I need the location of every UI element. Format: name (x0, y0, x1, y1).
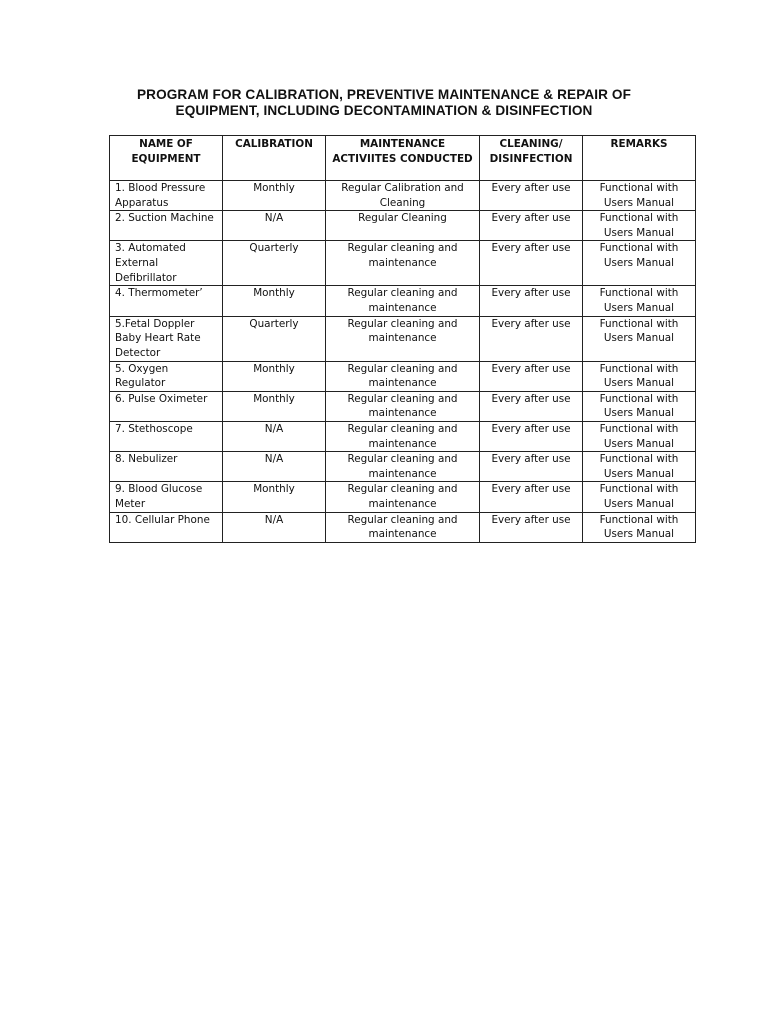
cell-remarks: Functional with Users Manual (583, 391, 696, 421)
cell-calibration: Monthly (223, 286, 326, 316)
cell-cleaning: Every after use (480, 286, 583, 316)
cell-equipment-name: 8. Nebulizer (110, 452, 223, 482)
cell-calibration: N/A (223, 452, 326, 482)
cell-cleaning: Every after use (480, 361, 583, 391)
cell-equipment-name: 2. Suction Machine (110, 211, 223, 241)
cell-maintenance: Regular cleaning and maintenance (326, 316, 480, 361)
header-maintenance-activities: MAINTENANCE ACTIVIITES CONDUCTED (326, 136, 480, 181)
cell-maintenance: Regular cleaning and maintenance (326, 482, 480, 512)
table-row (110, 391, 696, 421)
document-title (0, 87, 768, 119)
cell-calibration: Monthly (223, 482, 326, 512)
equipment-table (109, 135, 696, 543)
cell-calibration: Quarterly (223, 316, 326, 361)
cell-calibration: N/A (223, 421, 326, 451)
cell-equipment-name: 5.Fetal Doppler Baby Heart Rate Detector (110, 316, 223, 361)
table-row (110, 316, 696, 361)
cell-maintenance: Regular cleaning and maintenance (326, 512, 480, 542)
table-row (110, 361, 696, 391)
cell-calibration: Monthly (223, 391, 326, 421)
cell-remarks: Functional with Users Manual (583, 452, 696, 482)
header-calibration: CALIBRATION (223, 136, 326, 181)
cell-cleaning: Every after use (480, 512, 583, 542)
cell-maintenance: Regular cleaning and maintenance (326, 241, 480, 286)
cell-cleaning: Every after use (480, 391, 583, 421)
cell-maintenance: Regular cleaning and maintenance (326, 452, 480, 482)
cell-cleaning: Every after use (480, 241, 583, 286)
document-title-line-2: EQUIPMENT, INCLUDING DECONTAMINATION & DISINFECTION (175, 103, 593, 118)
table-row (110, 482, 696, 512)
table-row (110, 211, 696, 241)
cell-cleaning: Every after use (480, 211, 583, 241)
cell-remarks: Functional with Users Manual (583, 421, 696, 451)
cell-maintenance: Regular Cleaning (326, 211, 480, 241)
cell-equipment-name: 3. Automated External Defibrillator (110, 241, 223, 286)
cell-remarks: Functional with Users Manual (583, 181, 696, 211)
cell-maintenance: Regular cleaning and maintenance (326, 391, 480, 421)
cell-equipment-name: 10. Cellular Phone (110, 512, 223, 542)
cell-remarks: Functional with Users Manual (583, 361, 696, 391)
cell-maintenance: Regular cleaning and maintenance (326, 286, 480, 316)
cell-equipment-name: 1. Blood Pressure Apparatus (110, 181, 223, 211)
cell-calibration: N/A (223, 512, 326, 542)
header-remarks: REMARKS (583, 136, 696, 181)
table-row (110, 512, 696, 542)
cell-remarks: Functional with Users Manual (583, 211, 696, 241)
table-header-row (110, 136, 696, 181)
document-title-line-1: PROGRAM FOR CALIBRATION, PREVENTIVE MAINTENANCE & REPAIR OF (136, 87, 632, 102)
cell-calibration: Monthly (223, 361, 326, 391)
cell-maintenance: Regular Calibration and Cleaning (326, 181, 480, 211)
cell-cleaning: Every after use (480, 181, 583, 211)
cell-equipment-name: 4. Thermometer’ (110, 286, 223, 316)
cell-maintenance: Regular cleaning and maintenance (326, 361, 480, 391)
cell-cleaning: Every after use (480, 482, 583, 512)
cell-calibration: N/A (223, 211, 326, 241)
cell-equipment-name: 9. Blood Glucose Meter (110, 482, 223, 512)
cell-remarks: Functional with Users Manual (583, 316, 696, 361)
table-row (110, 452, 696, 482)
cell-cleaning: Every after use (480, 316, 583, 361)
cell-remarks: Functional with Users Manual (583, 241, 696, 286)
cell-remarks: Functional with Users Manual (583, 512, 696, 542)
header-name-of-equipment: NAME OF EQUIPMENT (110, 136, 223, 181)
cell-cleaning: Every after use (480, 452, 583, 482)
table-row (110, 241, 696, 286)
header-cleaning-disinfection: CLEANING/ DISINFECTION (480, 136, 583, 181)
cell-equipment-name: 6. Pulse Oximeter (110, 391, 223, 421)
cell-calibration: Quarterly (223, 241, 326, 286)
table-row (110, 421, 696, 451)
cell-equipment-name: 5. Oxygen Regulator (110, 361, 223, 391)
cell-calibration: Monthly (223, 181, 326, 211)
cell-remarks: Functional with Users Manual (583, 286, 696, 316)
table-row (110, 181, 696, 211)
cell-equipment-name: 7. Stethoscope (110, 421, 223, 451)
cell-cleaning: Every after use (480, 421, 583, 451)
cell-remarks: Functional with Users Manual (583, 482, 696, 512)
cell-maintenance: Regular cleaning and maintenance (326, 421, 480, 451)
table-row (110, 286, 696, 316)
